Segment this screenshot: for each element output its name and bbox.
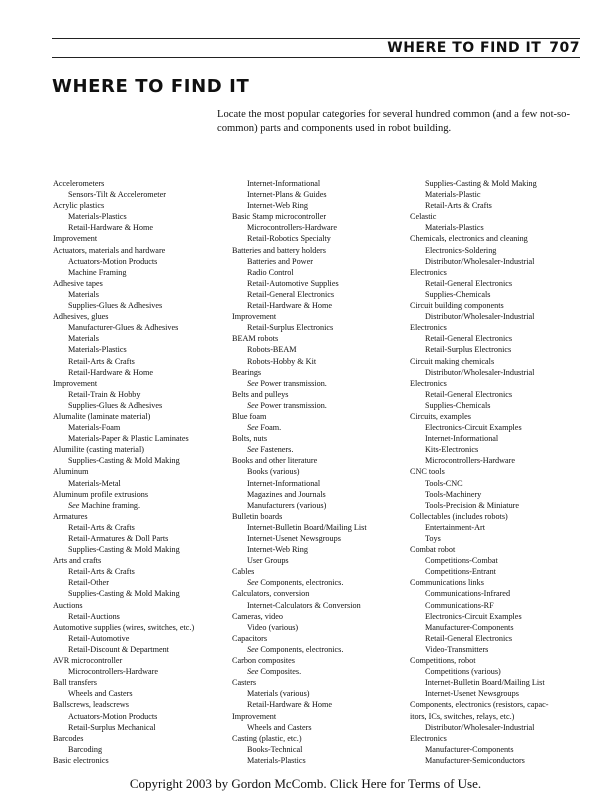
index-entry: Improvement <box>53 234 98 244</box>
index-subentry: Materials-Plastics <box>68 212 127 222</box>
index-subentry: Video-Transmitters <box>425 644 489 654</box>
index-subentry: Robots-BEAM <box>247 345 297 355</box>
index-subentry: See Composites. <box>247 667 302 677</box>
see-reference-label: See <box>247 423 259 433</box>
index-subentry: Retail-Robotics Specialty <box>247 234 331 244</box>
index-entry: Alumalite (laminate material) <box>53 411 151 421</box>
index-subentry: Magazines and Journals <box>247 489 326 499</box>
index-entry: Ball transfers <box>53 678 97 688</box>
index-entry: Aluminum profile extrusions <box>53 489 149 499</box>
index-subentry: Competitions-Entrant <box>425 567 496 577</box>
index-subentry: Competitions (various) <box>425 667 501 677</box>
index-column-2 <box>232 178 412 766</box>
index-entry: Circuit making chemicals <box>410 356 495 366</box>
index-entry: Basic Stamp microcontroller <box>232 212 327 222</box>
index-subentry: Retail-Surplus Mechanical <box>68 722 156 732</box>
index-entry: Chemicals, electronics and cleaning <box>410 234 528 244</box>
index-subentry: Tools-CNC <box>425 478 463 488</box>
index-subentry: Retail-Hardware & Home <box>247 301 333 311</box>
index-subentry: Internet-Usenet Newsgroups <box>425 689 519 699</box>
index-subentry: Electronics-Circuit Examples <box>425 611 522 621</box>
index-entry: Electronics <box>410 733 447 743</box>
index-subentry: Actuators-Motion Products <box>68 711 158 721</box>
index-subentry: Retail-General Electronics <box>425 334 513 344</box>
index-subentry: Internet-Web Ring <box>247 201 308 211</box>
index-entry: Accelerometers <box>53 179 105 188</box>
index-entry: Electronics <box>410 267 447 277</box>
index-subentry: Internet-Bulletin Board/Mailing List <box>247 522 367 532</box>
index-entry: Adhesive tapes <box>53 278 103 288</box>
index-subentry: Materials-Paper & Plastic Laminates <box>68 434 189 444</box>
index-subentry: Batteries and Power <box>247 256 313 266</box>
index-subentry: Retail-Arts & Crafts <box>68 356 135 366</box>
index-subentry: Materials-Foam <box>68 423 121 433</box>
index-subentry: Video (various) <box>247 622 299 632</box>
index-entry: Bulletin boards <box>232 511 283 521</box>
index-subentry: Materials <box>68 289 99 299</box>
index-subentry: Electronics-Circuit Examples <box>425 423 522 433</box>
index-entry: Alumilite (casting material) <box>53 445 144 455</box>
index-subentry: Distributor/Wholesaler-Industrial <box>425 256 535 266</box>
index-subentry: Internet-Usenet Newsgroups <box>247 534 341 543</box>
copyright-footer-link[interactable]: Copyright 2003 by Gordon McComb. Click Here for Terms of Use. <box>129 776 482 791</box>
index-subentry: Retail-Surplus Electronics <box>247 323 334 333</box>
index-subentry: Tools-Precision & Miniature <box>425 500 520 510</box>
index-subentry: Supplies-Casting & Mold Making <box>425 179 537 188</box>
index-subentry: Retail-Hardware & Home <box>68 223 154 233</box>
index-entry: Barcodes <box>53 733 84 743</box>
index-entry: Improvement <box>232 312 277 322</box>
index-column-1 <box>53 178 233 766</box>
index-subentry: Retail-Arts & Crafts <box>425 201 492 211</box>
index-entry: Books and other literature <box>232 456 318 466</box>
index-subentry: Manufacturer-Glues & Adhesives <box>68 323 179 333</box>
index-entry: Basic electronics <box>53 755 109 765</box>
see-reference-label: See <box>247 578 259 588</box>
index-subentry: User Groups <box>247 556 289 566</box>
index-subentry: Retail-Discount & Department <box>68 644 169 654</box>
index-subentry: Microcontrollers-Hardware <box>425 456 516 466</box>
index-subentry: Retail-Armatures & Doll Parts <box>68 534 169 543</box>
see-reference-label: See <box>247 445 259 455</box>
index-subentry: Retail-Hardware & Home <box>247 700 333 710</box>
index-entry: Arts and crafts <box>53 556 102 566</box>
see-reference-label: See <box>68 500 80 510</box>
index-entry: Acrylic plastics <box>53 201 105 211</box>
index-subentry: Supplies-Glues & Adhesives <box>68 400 163 410</box>
section-title: WHERE TO FIND IT <box>52 76 250 97</box>
index-entry: CNC tools <box>410 467 445 477</box>
index-entry: Calculators, conversion <box>232 589 310 599</box>
index-subentry: Supplies-Chemicals <box>425 400 491 410</box>
index-entry: Belts and pulleys <box>232 389 289 399</box>
index-subentry: Tools-Machinery <box>425 489 482 499</box>
index-subentry: Sensors-Tilt & Accelerometer <box>68 190 166 200</box>
index-subentry: Internet-Bulletin Board/Mailing List <box>425 678 545 688</box>
running-head-title: WHERE TO FIND IT <box>387 40 542 56</box>
index-subentry: Communications-Infrared <box>425 589 511 599</box>
index-subentry: Distributor/Wholesaler-Industrial <box>425 312 535 322</box>
index-subentry: Retail-General Electronics <box>425 633 513 643</box>
index-subentry: Retail-Automotive <box>68 633 130 643</box>
index-subentry: Retail-Surplus Electronics <box>425 345 512 355</box>
index-subentry: See Foam. <box>247 423 282 433</box>
running-head <box>387 40 580 56</box>
index-entry: Capacitors <box>232 633 268 643</box>
index-subentry: Materials-Metal <box>68 478 121 488</box>
index-subentry: Wheels and Casters <box>68 689 133 699</box>
index-entry: Bolts, nuts <box>232 434 268 444</box>
see-reference-label: See <box>247 400 259 410</box>
index-subentry: Materials-Plastic <box>425 190 481 200</box>
index-entry: Automotive supplies (wires, switches, etc.) <box>53 622 195 632</box>
index-subentry: Materials-Plastics <box>425 223 484 233</box>
index-subentry: Retail-Arts & Crafts <box>68 567 135 577</box>
index-entry: Ballscrews, leadscrews <box>53 700 129 710</box>
index-subentry: Machine Framing <box>68 267 127 277</box>
index-subentry: Distributor/Wholesaler-Industrial <box>425 367 535 377</box>
index-entry: Bearings <box>232 367 262 377</box>
index-subentry: Supplies-Casting & Mold Making <box>68 456 180 466</box>
index-entry: Aluminum <box>53 467 89 477</box>
index-entry: Improvement <box>232 711 277 721</box>
index-subentry: See Fasteners. <box>247 445 294 455</box>
index-subentry: See Power transmission. <box>247 378 327 388</box>
index-subentry: Materials-Plastics <box>68 345 127 355</box>
index-subentry: Books-Technical <box>247 744 303 754</box>
index-subentry: Internet-Plans & Guides <box>247 190 327 200</box>
index-subentry: Entertainment-Art <box>425 522 486 532</box>
index-subentry: See Components, electronics. <box>247 644 344 654</box>
index-entry: Communications links <box>410 578 484 588</box>
index-entry: Cables <box>232 567 255 577</box>
index-subentry: Communications-RF <box>425 600 494 610</box>
index-entry: AVR microcontroller <box>53 656 123 666</box>
index-subentry: Manufacturers (various) <box>247 500 327 510</box>
index-subentry: Wheels and Casters <box>247 722 312 732</box>
index-subentry: Supplies-Casting & Mold Making <box>68 589 180 599</box>
index-subentry: Microcontrollers-Hardware <box>247 223 338 233</box>
index-entry: Collectables (includes robots) <box>410 511 508 521</box>
index-subentry: Retail-Hardware & Home <box>68 367 154 377</box>
index-subentry: Retail-Auctions <box>68 611 120 621</box>
index-subentry: Materials-Plastics <box>247 755 306 765</box>
index-column-3 <box>410 178 582 766</box>
index-entry: itors, ICs, switches, relays, etc.) <box>410 711 515 721</box>
see-reference-label: See <box>247 378 259 388</box>
index-subentry: Internet-Web Ring <box>247 545 308 555</box>
index-entry: Actuators, materials and hardware <box>53 245 166 255</box>
index-subentry: Manufacturer-Semiconductors <box>425 755 525 765</box>
index-subentry: Manufacturer-Components <box>425 744 514 754</box>
header-bottom-rule <box>52 57 580 58</box>
index-entry: Casters <box>232 678 257 688</box>
index-entry: Adhesives, glues <box>53 312 109 322</box>
index-subentry: Microcontrollers-Hardware <box>68 667 159 677</box>
index-subentry: Supplies-Casting & Mold Making <box>68 545 180 555</box>
index-subentry: Electronics-Soldering <box>425 245 497 255</box>
index-entry: Circuits, examples <box>410 411 471 421</box>
index-subentry: Retail-Train & Hobby <box>68 389 141 399</box>
index-subentry: Internet-Informational <box>425 434 499 444</box>
index-subentry: Distributor/Wholesaler-Industrial <box>425 722 535 732</box>
see-reference-label: See <box>247 644 259 654</box>
index-subentry: Retail-Automotive Supplies <box>247 278 339 288</box>
index-subentry: Retail-Other <box>68 578 109 588</box>
index-subentry: Internet-Calculators & Conversion <box>247 600 361 610</box>
index-entry: Combat robot <box>410 545 456 555</box>
index-subentry: Radio Control <box>247 267 294 277</box>
index-subentry: See Components, electronics. <box>247 578 344 588</box>
header-top-rule <box>52 38 580 39</box>
see-reference-label: See <box>247 667 259 677</box>
index-entry: Electronics <box>410 378 447 388</box>
index-entry: Cameras, video <box>232 611 283 621</box>
index-entry: Circuit building components <box>410 301 504 311</box>
index-entry: Blue foam <box>232 411 267 421</box>
index-entry: Auctions <box>53 600 83 610</box>
index-subentry: Materials (various) <box>247 689 310 699</box>
index-subentry: Retail-General Electronics <box>425 278 513 288</box>
index-subentry: Internet-Informational <box>247 478 321 488</box>
index-subentry: See Power transmission. <box>247 400 327 410</box>
index-subentry: Manufacturer-Components <box>425 622 514 632</box>
index-subentry: Competitions-Combat <box>425 556 498 566</box>
index-subentry: Retail-General Electronics <box>425 389 513 399</box>
index-subentry: Retail-Arts & Crafts <box>68 522 135 532</box>
index-entry: Competitions, robot <box>410 656 476 666</box>
index-subentry: Supplies-Chemicals <box>425 289 491 299</box>
index-entry: Components, electronics (resistors, capac- <box>410 700 549 710</box>
index-subentry: Robots-Hobby & Kit <box>247 356 317 366</box>
index-entry: Batteries and battery holders <box>232 245 326 255</box>
index-subentry: Toys <box>425 534 441 543</box>
intro-paragraph: Locate the most popular categories for several hundred common (and a few not-so-common) parts and components used in robot building. <box>217 109 570 134</box>
index-entry: Carbon composites <box>232 656 295 666</box>
index-subentry: Barcoding <box>68 744 103 754</box>
index-subentry: Internet-Informational <box>247 179 321 188</box>
index-entry: Casting (plastic, etc.) <box>232 733 302 743</box>
index-entry: BEAM robots <box>232 334 279 344</box>
index-subentry: Kits-Electronics <box>425 445 479 455</box>
index-subentry: Retail-General Electronics <box>247 289 335 299</box>
page-number: 707 <box>549 40 580 56</box>
index-subentry: Supplies-Glues & Adhesives <box>68 301 163 311</box>
index-entry: Electronics <box>410 323 447 333</box>
index-subentry: Actuators-Motion Products <box>68 256 158 266</box>
index-subentry: See Machine framing. <box>68 500 141 510</box>
index-entry: Celastic <box>410 212 437 222</box>
index-subentry: Materials <box>68 334 99 344</box>
index-entry: Improvement <box>53 378 98 388</box>
index-entry: Armatures <box>53 511 88 521</box>
index-subentry: Books (various) <box>247 467 300 477</box>
